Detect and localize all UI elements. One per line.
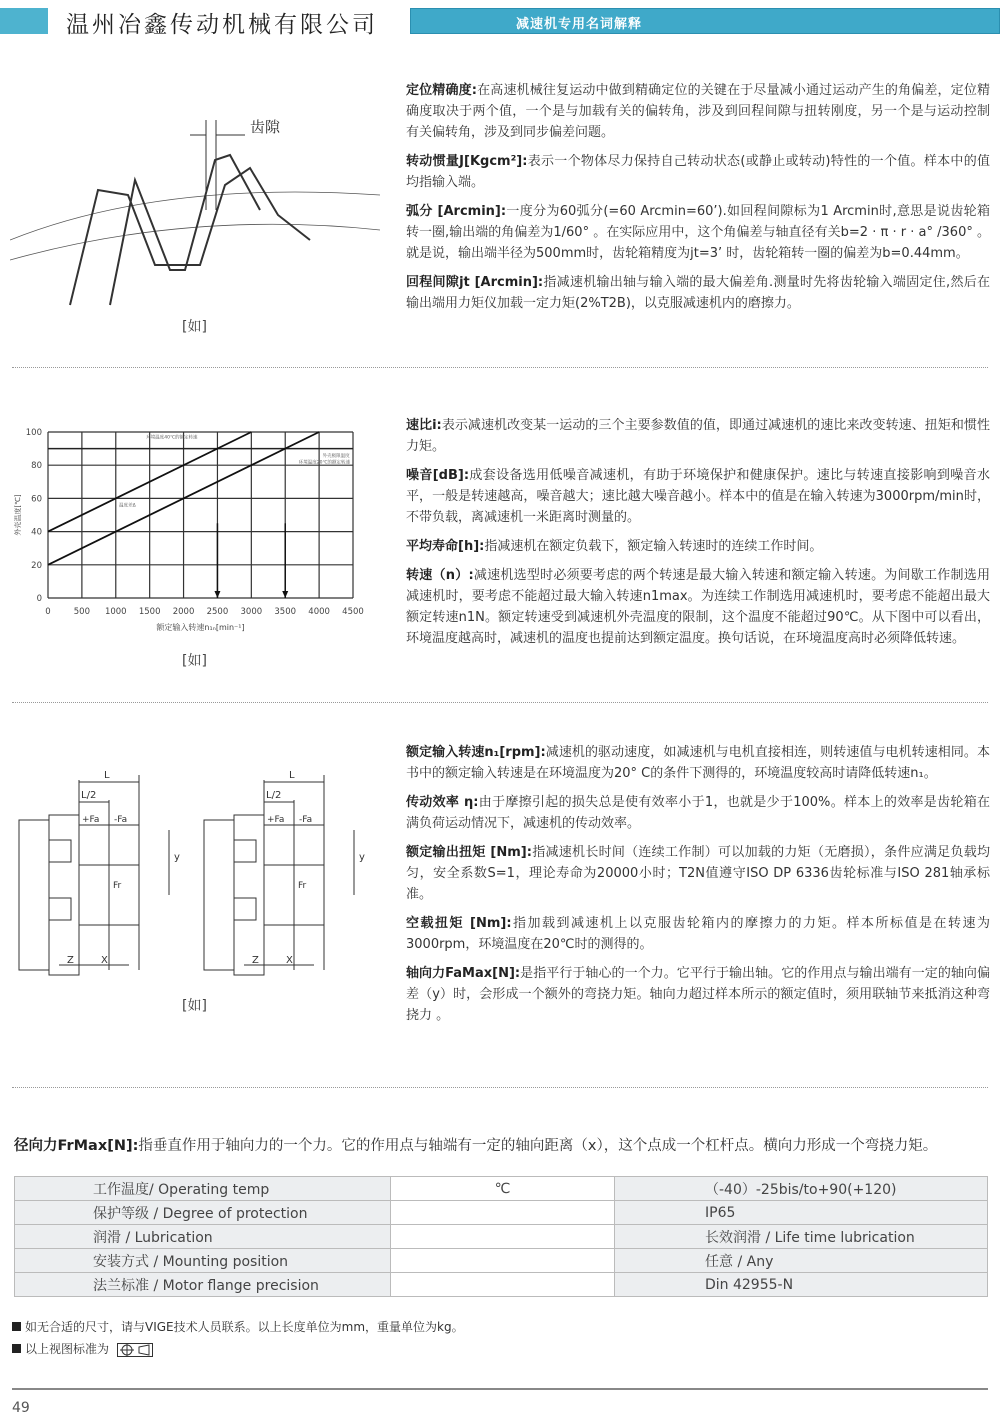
shaft-load-diagram (14, 770, 394, 980)
term: 定位精确度: (406, 83, 477, 98)
dim-z: Z (252, 955, 259, 966)
table-cell: 安装方式 / Mounting position (15, 1249, 391, 1273)
y-axis-label: 外壳温度[℃] (14, 494, 22, 536)
y-tick-label: 100 (25, 428, 42, 438)
term: 速比i: (406, 418, 442, 433)
definition: 成套设备选用低噪音减速机，有助于环境保护和健康保护。速比与转速直接影响到噪音水平，一般是转速越高，噪音越大；速比越大噪音越小。样本中的值是在输入转速为3000rpm/min时，不带负载，离减速机一米距离时测量的。 (406, 468, 990, 525)
x-tick-label: 500 (73, 607, 91, 617)
x-tick-label: 1500 (138, 607, 161, 617)
x-tick-label: 3500 (274, 607, 297, 617)
definition-paragraph (406, 536, 990, 557)
table-row (15, 1201, 988, 1225)
definition-paragraph (406, 792, 990, 834)
term: 弧分 [Arcmin]: (406, 204, 507, 219)
definition: 减速机选型时必须要考虑的两个转速是最大输入转速和额定输入转速。为间歇工作制选用减速机时，要考虑不能超过最大输入转速n1max。为连续工作制选用减速机时，要考虑不能超出最大额定转速n1N。额定转速受到减速机外壳温度的限制，这个温度不能超过90℃。从下图中可以看出，环境温度越高时，减速机的温度也提前达到额定温度。换句话说，在环境温度高时必须降低转速。 (406, 568, 990, 646)
section3-text (406, 742, 990, 1034)
gear-label: 齿隙 (250, 118, 281, 136)
force-fr: Fr (298, 881, 307, 891)
table-cell: 长效润滑 / Life time lubrication (615, 1225, 988, 1249)
dim-L: L (104, 770, 110, 781)
chart-annotation: 外壳极限温度 (322, 453, 350, 459)
term: 额定输入转速n₁[rpm]: (406, 745, 546, 760)
x-tick-label: 4000 (308, 607, 330, 617)
temperature-speed-chart (10, 420, 390, 645)
y-tick-label: 60 (31, 494, 42, 505)
definition: 表示一个物体尽力保持自己转动状态(或静止或转动)特性的一个值。样本中的值均指输入端。 (406, 154, 990, 190)
x-tick-label: 2500 (206, 607, 229, 617)
term: 噪音[dB]: (406, 468, 470, 483)
table-cell: ℃ (391, 1177, 615, 1201)
term: 转速（n）: (406, 568, 474, 583)
table-row (15, 1273, 988, 1297)
term: 轴向力FaMax[N]: (406, 966, 521, 981)
force-minus-fa: -Fa (299, 815, 313, 825)
table-cell (391, 1201, 615, 1225)
table-row (15, 1249, 988, 1273)
definition-paragraph (406, 201, 990, 264)
definition: 减速机的驱动速度，如减速机与电机直接相连，则转速值与电机转速相同。本书中的额定输入转速是在环境温度为20° C的条件下测得的，环境温度较高时请降低转速n₁。 (406, 745, 990, 781)
table-cell: 法兰标准 / Motor flange precision (15, 1273, 391, 1297)
arrowhead (282, 591, 288, 598)
y-tick-label: 20 (31, 560, 42, 571)
section1-text (406, 80, 990, 322)
definition: 一度分为60弧分(=60 Arcmin=60’).如回程间隙标为1 Arcmin时,意思是说齿轮箱转一圈,输出端的角偏差为1/60° 。在实际应用中，这个角偏差与轴直径有关b=2 · π · r · a° /360° 。就是说，输出端半径为500mm时，齿轮箱精度为jt=3’ 时，齿轮箱转一圈的偏差为b=0.44mm。 (406, 204, 991, 261)
definition-paragraph (406, 465, 990, 528)
table-row (15, 1177, 988, 1201)
x-axis-label: 额定输入转速n₁ₙ[min⁻¹] (156, 623, 245, 632)
table-cell: 任意 / Any (615, 1249, 988, 1273)
dim-x: X (286, 955, 293, 966)
section-title: 减速机专用名词解释 (516, 17, 643, 32)
term: 空载扭矩 [Nm]: (406, 916, 512, 931)
chart-annotation: 温度差Δ (119, 503, 136, 509)
definition: 指减速机在额定负载下，额定输入转速时的连续工作时间。 (484, 539, 823, 554)
divider (12, 702, 988, 703)
divider (12, 367, 988, 368)
definition-paragraph (406, 415, 990, 457)
force-plus-fa: +Fa (267, 815, 285, 825)
gear-backlash-diagram (10, 100, 390, 320)
y-tick-label: 80 (31, 461, 42, 472)
footer-line (12, 1388, 988, 1390)
definition: 是指平行于轴心的一个力。它平行于输出轴。它的作用点与输出端有一定的轴向偏差（y）时，会形成一个额外的弯挠力矩。轴向力超过样本所示的额定值时，须用联轴节来抵消这种弯挠力 。 (406, 966, 990, 1023)
table-cell: （-40）-25bis/to+90(+120) (615, 1177, 988, 1201)
definition: 指减速机输出轴与输入端的最大偏差角.测量时先将齿轮输入端固定住,然后在输出端用力矩仪加载一定力矩(2%T2B)，以克服减速机内的磨擦力。 (406, 275, 990, 311)
x-tick-label: 1000 (104, 607, 127, 617)
y-tick-label: 0 (36, 594, 42, 604)
table-row (15, 1225, 988, 1249)
header-strip (0, 8, 48, 34)
table-cell (391, 1249, 615, 1273)
definition-paragraph (406, 842, 990, 905)
dim-x: X (101, 955, 108, 966)
dim-L2: L/2 (266, 790, 282, 801)
x-tick-label: 2000 (172, 607, 195, 617)
figure-caption: [如] (182, 998, 207, 1014)
term: 额定输出扭矩 [Nm]: (406, 845, 532, 860)
definition-paragraph (406, 565, 990, 649)
definition-paragraph (406, 963, 990, 1026)
table-cell: 润滑 / Lubrication (15, 1225, 391, 1249)
divider (12, 1087, 988, 1088)
definition-paragraph (406, 151, 990, 193)
force-minus-fa: -Fa (114, 815, 128, 825)
note-2: 以上视图标准为 (12, 1340, 153, 1357)
chart-annotation: 环境温度40℃的额定转速 (146, 435, 198, 441)
term: 平均寿命[h]: (406, 539, 485, 554)
definition: 由于摩擦引起的损失总是使有效率小于1，也就是少于100%。样本上的效率是齿轮箱在满负荷运动情况下，减速机的传动效率。 (406, 795, 991, 831)
projection-symbol-icon (117, 1343, 153, 1357)
y-tick-label: 40 (31, 527, 42, 538)
note-1: 如无合适的尺寸，请与VIGE技术人员联系。以上长度单位为mm，重量单位为kg。 (12, 1318, 464, 1335)
term: 回程间隙jt [Arcmin]: (406, 275, 544, 290)
table-cell: IP65 (615, 1201, 988, 1225)
radial-force-text: 径向力FrMax[N]:指垂直作用于轴向力的一个力。它的作用点与轴端有一定的轴向距离（x），这个点成一个杠杆点。横向力形成一个弯挠力矩。 (14, 1138, 938, 1154)
section2-text (406, 415, 990, 657)
force-plus-fa: +Fa (82, 815, 100, 825)
dim-z: Z (67, 955, 74, 966)
table-cell (391, 1225, 615, 1249)
term: 传动效率 η: (406, 795, 479, 810)
x-tick-label: 0 (45, 607, 51, 617)
definition: 指减速机长时间（连续工作制）可以加载的力矩（无磨损），条件应满足负载均匀，安全系数S=1，理论寿命为20000小时；T2N值遵守ISO DP 6336齿轮标准与ISO 281轴承标准。 (406, 845, 990, 902)
definition-paragraph (406, 80, 990, 143)
table-cell: 工作温度/ Operating temp (15, 1177, 391, 1201)
page-number: 49 (12, 1400, 30, 1416)
chart-annotation: 环境温度20℃的额定转速 (298, 460, 351, 466)
dim-L2: L/2 (81, 790, 97, 801)
definition: 指加载到减速机上以克服齿轮箱内的摩擦力的力矩。样本所标值是在转速为3000rpm，环境温度在20℃时的测得的。 (406, 916, 990, 952)
figure-caption: [如] (182, 653, 207, 669)
company-title: 温州冶鑫传动机械有限公司 (66, 12, 378, 38)
figure-caption: [如] (182, 319, 207, 335)
definition: 表示减速机改变某一运动的三个主要参数值的值，即通过减速机的速比来改变转速、扭矩和惯性力矩。 (406, 418, 990, 454)
term: 转动惯量J[Kgcm²]: (406, 154, 528, 169)
table-cell (391, 1273, 615, 1297)
section-banner (410, 8, 1000, 34)
dim-y: y (174, 852, 180, 863)
x-tick-label: 3000 (240, 607, 263, 617)
table-cell: 保护等级 / Degree of protection (15, 1201, 391, 1225)
spec-table (14, 1176, 988, 1297)
dim-y: y (359, 852, 365, 863)
dim-L: L (289, 770, 295, 781)
arrowhead (214, 591, 220, 598)
table-cell: Din 42955-N (615, 1273, 988, 1297)
definition-paragraph (406, 742, 990, 784)
definition: 在高速机械往复运动中做到精确定位的关键在于尽量减小通过运动产生的角偏差，定位精确度取决于两个值，一个是与加载有关的偏转角，涉及到回程间隙与扭转刚度，另一个是与运动控制有关偏转角，涉及到同步偏差问题。 (406, 83, 990, 140)
definition-paragraph (406, 913, 990, 955)
definition-paragraph (406, 272, 990, 314)
x-tick-label: 4500 (342, 607, 364, 617)
force-fr: Fr (113, 881, 122, 891)
